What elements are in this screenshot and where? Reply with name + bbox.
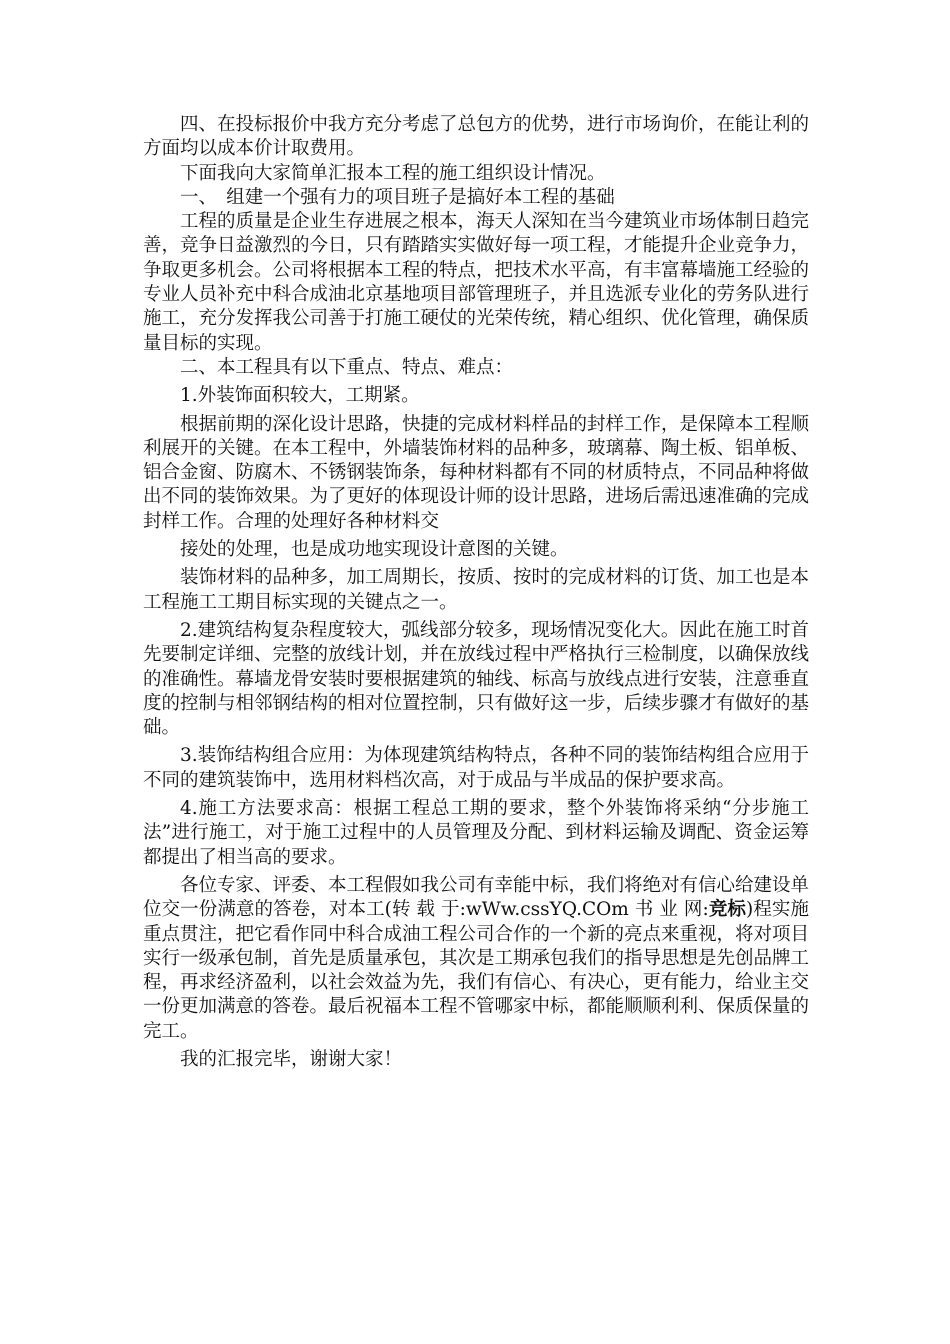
- paragraph-quality: 工程的质量是企业生存进展之根本，海天人深知在当今建筑业市场体制日趋完善，竞争日益激烈的今日，只有踏踏实实做好每一项工程，才能提升企业竞争力，争取更多机会。公司将根据本工程的特点，把技术水平高，有丰富幕墙施工经验的专业人员补充中科合成油北京基地项目部管理班子，并且选派专业化的劳务队进行施工，充分发挥我公司善于打施工硬仗的光荣传统，精心组织、优化管理，确保质量目标的实现。: [143, 211, 810, 354]
- point-four-method: 4.施工方法要求高：根据工程总工期的要求，整个外装饰将采纳“分步施工法”进行施工，对于施工过程中的人员管理及分配、到材料运输及调配、资金运筹都提出了相当高的要求。: [143, 798, 809, 868]
- heading-section-two: 二、本工程具有以下重点、特点、难点：: [180, 356, 514, 378]
- paragraph-commitment: 各位专家、评委、本工程假如我公司有幸能中标，我们将绝对有信心给建设单位交一份满意的答卷，对本工(转 载 于:wWw.cssYQ.COm 书 业 网:竞标)程实施重点贯注，把它看作同中科合成油工程公司合作的一个新的亮点来重视，将对项目实行一级承包制，首先是质量承包，其次是工期承包我们的指导思想是先创品牌工程，再求经济盈利，以社会效益为先，我们有信心、有决心，更有能力，给业主交一份更加满意的答卷。最后祝福本工程不管哪家中标，都能顺顺利利、保质保量的完工。: [143, 874, 810, 1042]
- paragraph-material-ordering: 装饰材料的品种多，加工周期长，按质、按时的完成材料的订货、加工也是本工程施工工期目标实现的关键点之一。: [143, 567, 810, 613]
- point-two-structure: 2.建筑结构复杂程度较大，弧线部分较多，现场情况变化大。因此在施工时首先要制定详细、完整的放线计划，并在放线过程中严格执行三检制度，以确保放线的准确性。幕墙龙骨安装时要根据建筑的轴线、标高与放线点进行安装，注意垂直度的控制与相邻钢结构的相对位置控制，只有做好这一步，后续步骤才有做好的基础。: [143, 619, 810, 739]
- paragraph-closing: 我的汇报完毕，谢谢大家！: [180, 1048, 403, 1070]
- paragraph-bid-pricing: 四、在投标报价中我方充分考虑了总包方的优势，进行市场询价，在能让利的方面均以成本价计取费用。: [143, 114, 810, 160]
- paragraph-joint-handling: 接处的处理，也是成功地实现设计意图的关键。: [180, 539, 569, 561]
- point-three-decoration: 3.装饰结构组合应用：为体现建筑结构特点，各种不同的装饰结构组合应用于不同的建筑装饰中，选用材料档次高，对于成品与半成品的保护要求高。: [143, 745, 809, 791]
- paragraph-intro-report: 下面我向大家简单汇报本工程的施工组织设计情况。: [180, 162, 606, 184]
- paragraph-design-samples: 根据前期的深化设计思路，快捷的完成材料样品的封样工作，是保障本工程顺利展开的关键。在本工程中，外墙装饰材料的品种多，玻璃幕、陶土板、铝单板、铝合金窗、防腐木、不锈钢装饰条，每种材料都有不同的材质特点，不同品种将做出不同的装饰效果。为了更好的体现设计师的设计思路，进场后需迅速准确的完成封样工作。合理的处理好各种材料交: [143, 413, 810, 532]
- point-one-heading: 1.外装饰面积较大，工期紧。: [180, 385, 420, 407]
- heading-section-one: 一、 组建一个强有力的项目班子是搞好本工程的基础: [180, 186, 615, 208]
- document-body: [143, 113, 809, 1072]
- bold-keyword: 竞标: [708, 899, 747, 921]
